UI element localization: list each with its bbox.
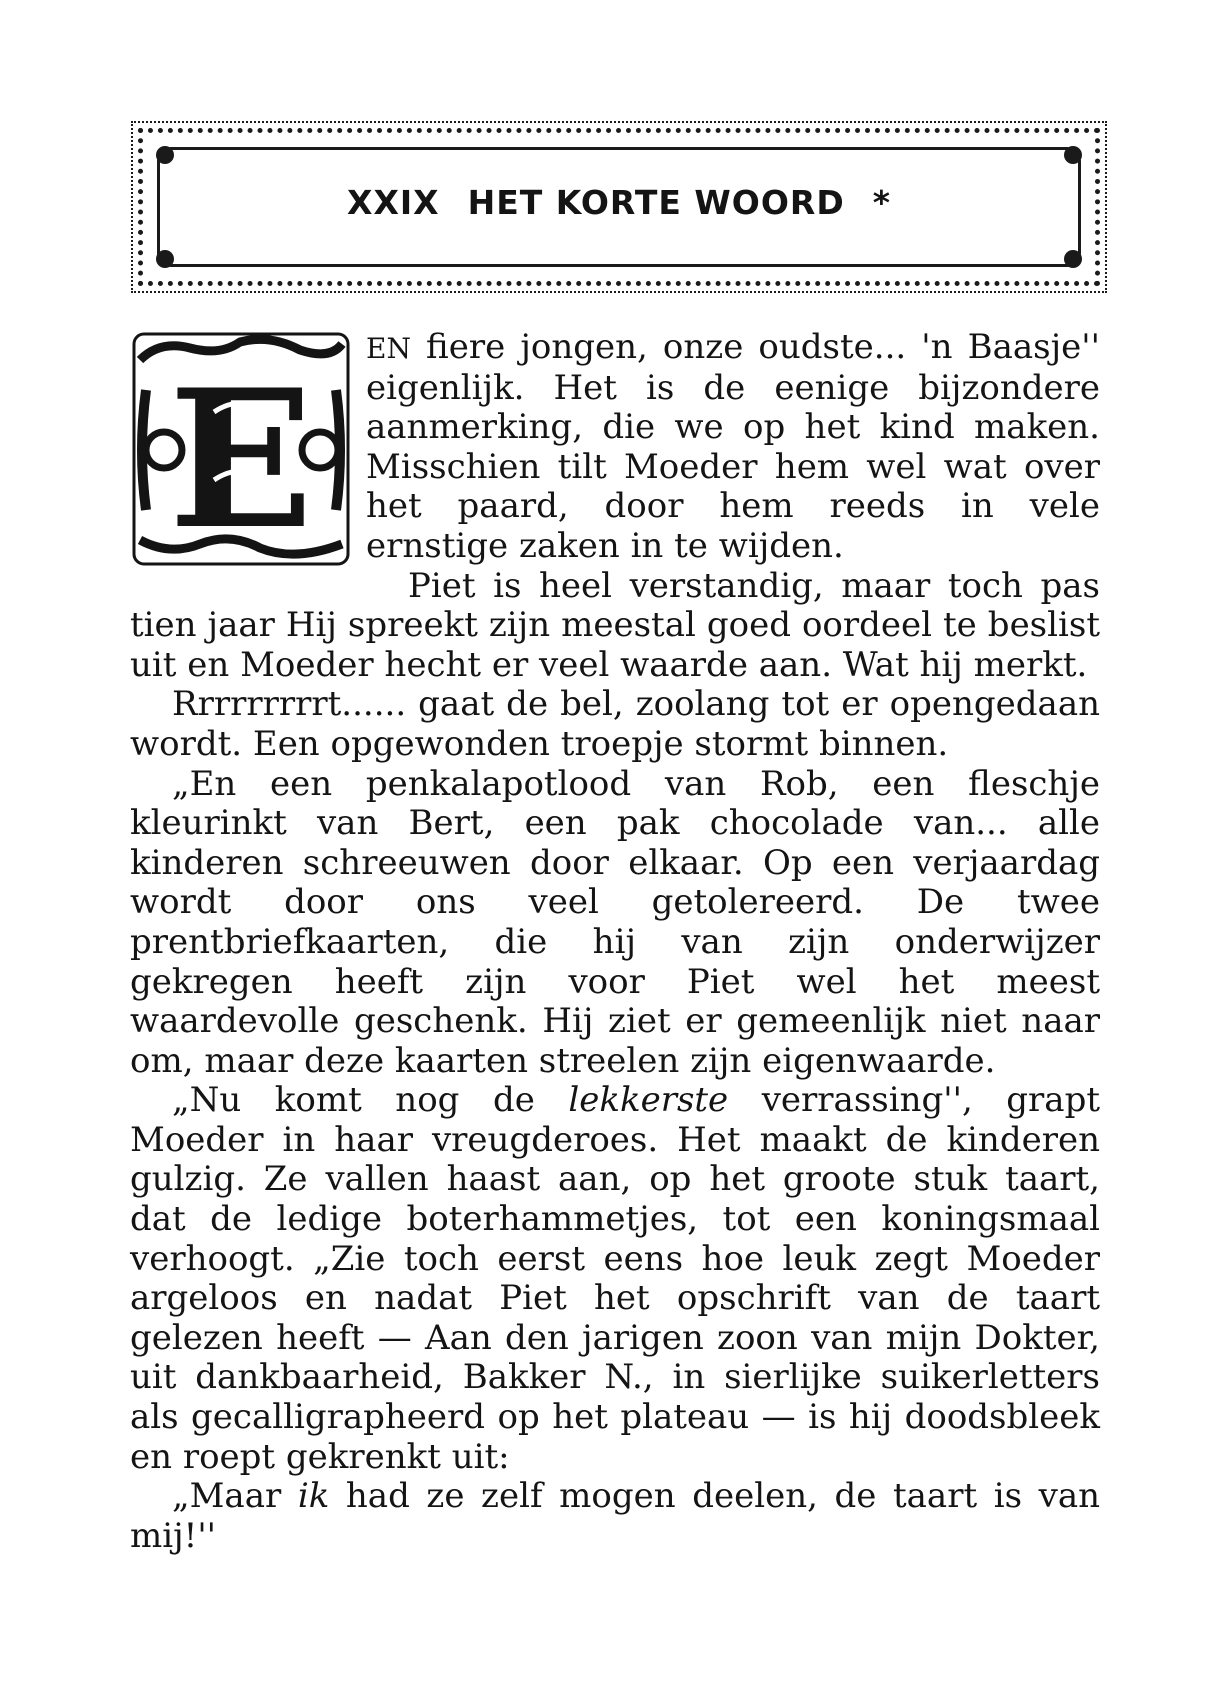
corner-ornament (1064, 146, 1082, 164)
body-text (130, 328, 1100, 1556)
paragraph-1-text: fiere jongen, onze oudste... 'n Baasje'' eigenlijk. Het is de eenige bijzondere aanmerking, die we op het kind maken. Misschien tilt Moeder hem wel wat over het paard, door hem reeds in vele ernstige zaken in te wijden. (366, 327, 1100, 566)
paragraph-4: „En een penkalapotlood van Rob, een fleschje kleurinkt van Bert, een pak chocolade van... alle kinderen schreeuwen door elkaar. Op een verjaardag wordt door ons veel getolereerd. De twee prentbriefkaarten, die hij van zijn onderwijzer gekregen heeft zijn voor Piet wel het meest waardevolle geschenk. Hij ziet er gemeenlijk niet naar om, maar deze kaarten streelen zijn eigenwaarde. (130, 763, 1100, 1081)
chapter-header-frame (138, 128, 1100, 286)
chapter-number: XXIX (347, 183, 440, 222)
paragraph-6-italic: ik (297, 1476, 330, 1517)
corner-ornament (156, 250, 174, 268)
paragraph-6 (130, 1477, 1100, 1556)
paragraph-5-before: „Nu komt nog de (172, 1080, 569, 1121)
ornamental-dropcap (130, 330, 352, 568)
paragraph-5-after: verrassing'', grapt Moeder in haar vreugderoes. Het maakt de kinderen gulzig. Ze vallen haast aan, op het groote stuk taart, dat de ledige boterhammetjes, tot een koningsmaal verhoogt. „Zie toch eerst eens hoe leuk zegt Moeder argeloos en nadat Piet het opschrift van de taart gelezen heeft — Aan den jarigen zoon van mijn Dokter, uit dankbaarheid, Bakker N., in sierlijke suikerletters als gecalligrapheerd op het plateau — is hij doodsbleek en roept gekrenkt uit: (130, 1080, 1100, 1477)
dropcap-letter: E (168, 348, 314, 568)
chapter-mark: * (872, 183, 891, 222)
corner-ornament (156, 146, 174, 164)
paragraph-2: Piet is heel verstandig, maar toch pas tien jaar Hij spreekt zijn meestal goed oordeel te beslist uit en Moeder hecht er veel waarde aan. Wat hij merkt. (130, 565, 1100, 685)
paragraph-6-before: „Maar (172, 1476, 298, 1517)
paragraph-1-smallcaps: EN (366, 332, 411, 365)
paragraph-5 (130, 1081, 1100, 1477)
corner-ornament (1064, 250, 1082, 268)
paragraph-3: Rrrrrrrrrt...... gaat de bel, zoolang tot er opengedaan wordt. Een opgewonden troepje stormt binnen. (130, 684, 1100, 764)
chapter-title (143, 183, 1095, 222)
paragraph-6-after: had ze zelf mogen deelen, de taart is van mij!'' (130, 1476, 1101, 1556)
chapter-title-text: HET KORTE WOORD (467, 183, 845, 222)
paragraph-5-italic: lekkerste (568, 1080, 729, 1121)
